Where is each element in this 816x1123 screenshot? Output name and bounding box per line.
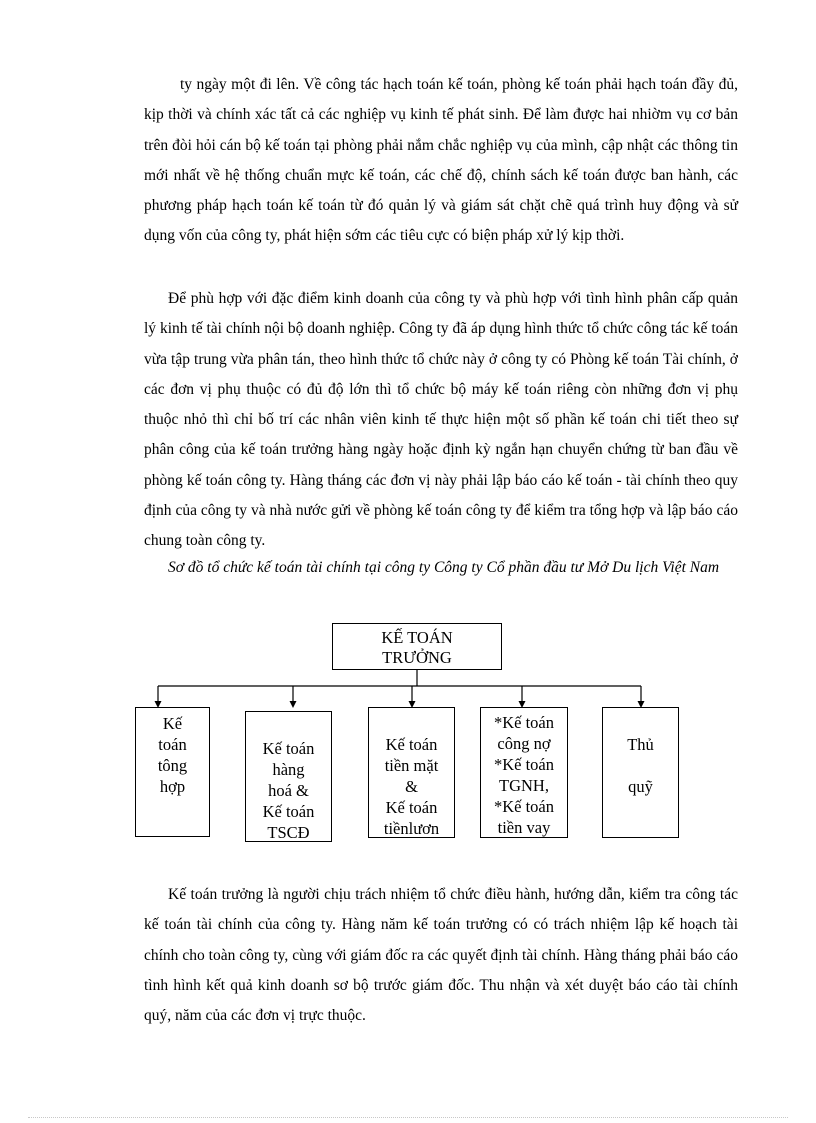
box-5-line-2: quỹ: [628, 777, 653, 796]
box-2-line-2: hàng: [272, 760, 305, 779]
box-5-line-1: Thủ: [627, 735, 654, 754]
box-4-line-4: TGNH,: [499, 776, 549, 795]
box-5-spacer: [603, 755, 678, 776]
general-accounting-box: [135, 707, 210, 837]
box-3-line-2: tiền mặt: [384, 756, 439, 775]
box-2-line-5: TSCĐ: [267, 823, 310, 842]
box-4-line-2: công nợ: [497, 734, 551, 753]
goods-fixed-assets-box: [245, 711, 332, 842]
box-3-line-5: tiềnlươn: [383, 819, 440, 838]
chief-accountant-box: [332, 623, 502, 670]
diagram-caption: Sơ đồ tổ chức kế toán tài chính tại công ty Công ty Cổ phần đầu tư Mở Du lịch Việt Nam: [168, 559, 720, 576]
box-4-line-6: tiền vay: [497, 818, 551, 837]
paragraph-3: Kế toán trưởng là người chịu trách nhiệm tổ chức điều hành, hướng dẫn, kiểm tra công tác kế toán tài chính của công ty. Hàng năm kế toán trưởng có có trách nhiệm lập kế hoạch tài chính cho toàn công ty, cùng với giám đốc ra các quyết định tài chính. Hàng tháng phải báo cáo tình hình kết quả kinh doanh sơ bộ trước giám đốc. Thu nhận và xét duyệt báo cáo tài chính quý, năm của các đơn vị trực thuộc.: [144, 886, 738, 1025]
chief-accountant-line-2: TRƯỞNG: [382, 648, 452, 667]
box-1-line-1: Kế: [162, 714, 183, 733]
cash-payroll-box: [368, 707, 455, 838]
box-4-line-1: *Kế toán: [493, 713, 555, 732]
box-3-line-1: Kế toán: [385, 735, 438, 754]
page-bottom-rule: [28, 1117, 788, 1118]
paragraph-2: Để phù hợp với đặc điểm kinh doanh của công ty và phù hợp với tình hình phân cấp quản lý kinh tế tài chính nội bộ doanh nghiệp. Công ty đã áp dụng hình thức tổ chức công tác kế toán vừa tập trung vừa phân tán, theo hình thức tổ chức này ở công ty có Phòng kế toán Tài chính, ở các đơn vị phụ thuộc có đủ độ lớn thì tổ chức bộ máy kế toán riêng còn những đơn vị phụ thuộc nhỏ thì chỉ bố trí các nhân viên kinh tế thực hiện một số phần kế toán chi tiết theo sự phân công của kế toán trưởng hàng ngày hoặc định kỳ ngắn hạn chuyển chứng từ ban đầu về phòng kế toán công ty. Hàng tháng các đơn vị này phải lập báo cáo kế toán - tài chính theo quy định của công ty và nhà nước gửi về phòng kế toán công ty để kiểm tra tổng hợp và lập báo cáo chung toàn công ty.: [144, 290, 738, 550]
chief-accountant-line-1: KẾ TOÁN: [381, 628, 453, 647]
box-3-line-3: &: [405, 777, 418, 796]
box-1-line-2: toán: [158, 735, 187, 754]
paragraph-1: ty ngày một đi lên. Về công tác hạch toán kế toán, phòng kế toán phải hạch toán đầy đủ, kịp thời và chính xác tất cả các nghiệp vụ kinh tế phát sinh. Để làm được hai nhiờm vụ cơ bản trên đòi hỏi cán bộ kế toán tại phòng phải nắm chắc nghiệp vụ của mình, cập nhật các thông tin mới nhất về hệ thống chuẩn mực kế toán, các chế độ, chính sách kế toán được ban hành, các phương pháp hạch toán kế toán từ đó quản lý và giám sát chặt chẽ quá trình huy động và sử dụng vốn của công ty, phát hiện sớm các tiêu cực có biện pháp xử lý kịp thời.: [144, 76, 738, 245]
box-1-line-3: tông: [157, 756, 188, 775]
box-4-line-3: *Kế toán: [493, 755, 555, 774]
debt-bank-loan-box: [480, 707, 568, 838]
box-2-line-1: Kế toán: [262, 739, 315, 758]
box-3-line-4: Kế toán: [385, 798, 438, 817]
box-1-line-4: hợp: [159, 777, 186, 796]
box-2-line-3: hoá &: [268, 781, 309, 800]
box-2-line-4: Kế toán: [262, 802, 315, 821]
treasurer-box: [602, 707, 679, 838]
box-4-line-5: *Kế toán: [493, 797, 555, 816]
